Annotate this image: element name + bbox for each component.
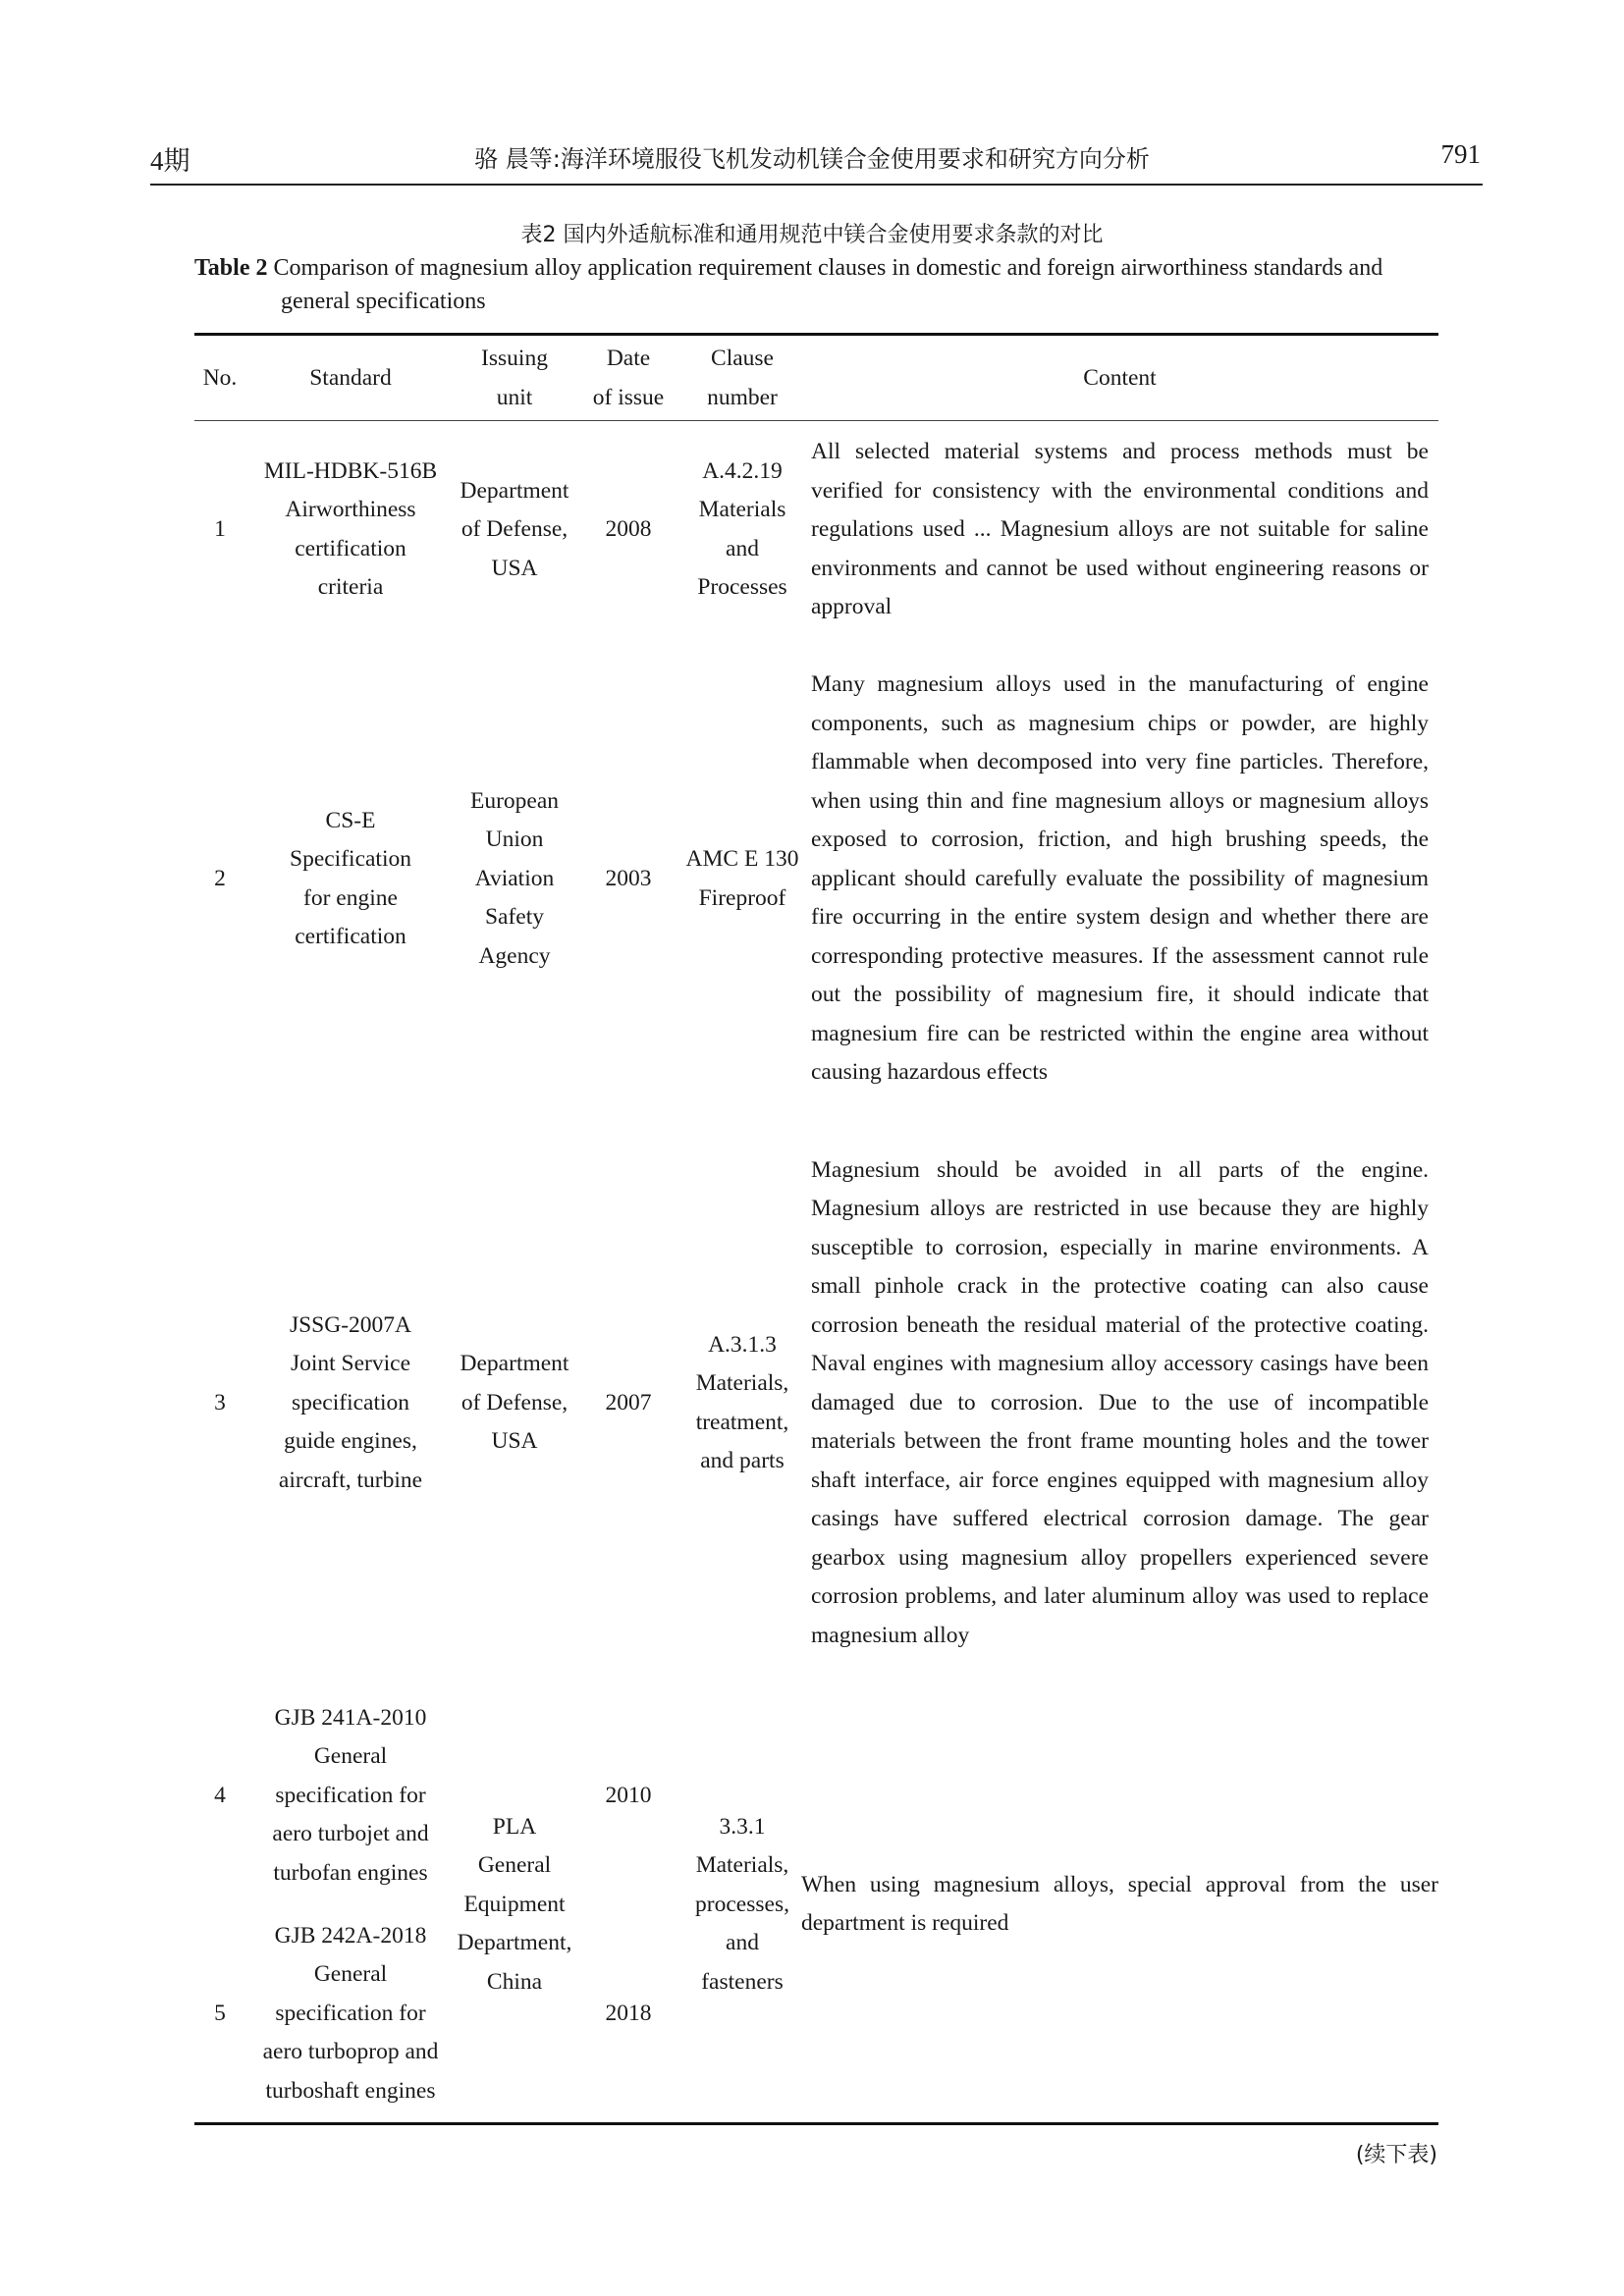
cell-line: General: [313, 1743, 388, 1770]
cell-line: General: [477, 1852, 552, 1878]
issuing-unit-cell: [456, 421, 573, 639]
table-caption-text: Comparison of magnesium alloy application requirement clauses in domestic and foreign airworthiness standards and general specifications: [273, 255, 1383, 314]
cell-line: Issuing: [481, 346, 548, 371]
cell-line: Department: [460, 1351, 569, 1377]
cell-line: for engine: [303, 884, 398, 911]
column-header: [245, 335, 456, 421]
issuing-unit-cell: [456, 639, 573, 1120]
cell-line: PLA: [492, 1813, 537, 1840]
cell-line: AMC E 130: [685, 846, 799, 872]
cell-line: of Defense,: [460, 1389, 568, 1415]
cell-line: GJB 241A-2010: [274, 1704, 427, 1731]
cell-line: Equipment: [463, 1891, 566, 1917]
cell-line: Airworthiness: [285, 497, 416, 523]
cell-line: guide engines,: [284, 1428, 417, 1455]
header-rule: [150, 184, 1483, 186]
cell-line: aero turboprop and: [262, 2039, 439, 2064]
cell-line: Department: [460, 477, 569, 504]
cell-line: CS-E: [325, 807, 376, 833]
clause-cell: [683, 1120, 801, 1687]
cell-line: China: [486, 1968, 543, 1995]
date-cell: 2008: [605, 516, 652, 542]
table-header-row: [194, 335, 1438, 421]
cell-line: specification: [291, 1389, 410, 1415]
cell-line: Clause: [711, 346, 774, 371]
cell-line: Fireproof: [698, 884, 786, 911]
cell-line: Date: [606, 346, 651, 371]
cell-line: Joint Service: [290, 1351, 411, 1377]
cell-line: and: [726, 535, 759, 561]
cell-line: Materials: [698, 497, 786, 523]
continued-note: (续下表): [1355, 2143, 1437, 2167]
cell-line: aircraft, turbine: [278, 1467, 423, 1493]
standard-cell: [245, 639, 456, 1120]
cell-line: turbofan engines: [273, 1859, 428, 1886]
cell-line: USA: [491, 555, 538, 581]
column-header: [683, 335, 801, 421]
cell-line: of Defense,: [460, 516, 568, 542]
column-header: [194, 335, 245, 421]
cell-line: Materials,: [695, 1370, 789, 1396]
cell-line: Standard: [309, 365, 392, 391]
column-header: [456, 335, 573, 421]
cell-line: Content: [1083, 365, 1157, 391]
content-cell: Magnesium should be avoided in all parts of the engine. Magnesium alloys are restricted in use because they are highly susceptible to corrosion, especially in marine environments. A small pinhole crack in the protective coating can also cause corrosion beneath the residual material of the protective coating. Naval engines with magnesium alloy accessory casings have been damaged due to corrosion. Due to the use of incompatible materials between the front frame mounting holes and the tower shaft interface, air force engines equipped with magnesium alloy casings have suffered electrical corrosion damage. The gear gearbox using magnesium alloy propellers experienced severe corrosion problems, and later aluminum alloy was used to replace magnesium alloy: [811, 1156, 1429, 1648]
cell-line: Processes: [697, 574, 787, 601]
table-label: Table 2: [194, 255, 268, 281]
cell-line: specification for: [275, 1782, 426, 1808]
cell-line: treatment,: [695, 1409, 789, 1435]
cell-line: certification: [295, 535, 406, 561]
content-cell: All selected material systems and process methods must be verified for consistency with the environmental conditions and regulations used ... Magnesium alloys are not suitable for saline environments and cannot be used without engineering reasons or approval: [811, 439, 1429, 619]
column-header: [801, 335, 1438, 421]
cell-line: turboshaft engines: [265, 2077, 436, 2104]
cell-line: unit: [496, 385, 533, 410]
running-title: 骆 晨等:海洋环境服役飞机发动机镁合金使用要求和研究方向分析: [474, 145, 1150, 173]
cell-line: Agency: [478, 942, 551, 969]
row-number: 4: [214, 1782, 226, 1808]
cell-line: 3.3.1: [719, 1813, 766, 1840]
cell-line: number: [707, 385, 778, 410]
cell-line: MIL-HDBK-516B: [263, 457, 438, 484]
clause-cell: [683, 421, 801, 639]
standard-cell: [245, 1905, 456, 2124]
page-number: 791: [1440, 139, 1481, 169]
cell-line: A.4.2.19: [702, 457, 783, 484]
clause-cell: [683, 639, 801, 1120]
cell-line: Aviation: [474, 865, 555, 891]
row-number: 2: [214, 865, 226, 891]
cell-line: Materials,: [695, 1852, 789, 1878]
cell-line: certification: [295, 924, 406, 949]
issue-number: 4期: [150, 146, 190, 176]
table-row: [194, 1687, 1438, 1905]
table-caption-en: [194, 251, 1443, 318]
content-cell: When using magnesium alloys, special approval from the user department is required: [801, 1871, 1438, 1937]
table-row: [194, 639, 1438, 1120]
cell-line: processes,: [695, 1891, 789, 1917]
row-number: 1: [214, 516, 226, 542]
standard-cell: [245, 421, 456, 639]
content-cell: Many magnesium alloys used in the manufacturing of engine components, such as magnesium chips or powder, are highly flammable when decomposed into very fine particles. Therefore, when using thin and fine magnesium alloys or magnesium alloys exposed to corrosion, friction, and high brushing speeds, the applicant should carefully evaluate the possibility of magnesium fire occurring in the entire system design and whether there are corresponding protective measures. If the assessment cannot rule out the possibility of magnesium fire, it should indicate that magnesium fire can be restricted within the engine area without causing hazardous effects: [811, 671, 1429, 1086]
cell-line: Safety: [484, 904, 545, 931]
clause-cell: [683, 1687, 801, 2124]
cell-line: General: [313, 1961, 388, 1987]
cell-line: specification for: [275, 2000, 426, 2026]
date-cell: 2018: [605, 2000, 652, 2026]
date-cell: 2003: [605, 865, 652, 891]
cell-line: Union: [485, 827, 544, 853]
issuing-unit-cell: [456, 1687, 573, 2124]
cell-line: and fasteners: [701, 1930, 784, 1995]
issuing-unit-cell: [456, 1120, 573, 1687]
comparison-table: [194, 333, 1438, 2125]
cell-line: USA: [491, 1428, 538, 1455]
table-row: [194, 421, 1438, 639]
cell-line: European: [469, 787, 560, 814]
table-caption-cn: 表2 国内外适航标准和通用规范中镁合金使用要求条款的对比: [520, 223, 1104, 247]
column-header: [573, 335, 683, 421]
cell-line: aero turbojet and: [272, 1821, 429, 1847]
cell-line: criteria: [317, 574, 384, 601]
date-cell: 2010: [605, 1782, 652, 1808]
row-number: 3: [214, 1389, 226, 1415]
cell-line: Specification: [290, 846, 411, 872]
cell-line: Department,: [457, 1930, 572, 1955]
cell-line: No.: [202, 365, 238, 391]
cell-line: and parts: [700, 1448, 785, 1473]
row-number: 5: [214, 2000, 226, 2026]
cell-line: JSSG-2007A: [289, 1311, 412, 1338]
cell-line: GJB 242A-2018: [274, 1922, 427, 1949]
cell-line: of issue: [592, 385, 665, 410]
cell-line: A.3.1.3: [708, 1331, 777, 1358]
standard-cell: [245, 1687, 456, 1905]
table-row: [194, 1120, 1438, 1687]
date-cell: 2007: [605, 1389, 652, 1415]
standard-cell: [245, 1120, 456, 1687]
